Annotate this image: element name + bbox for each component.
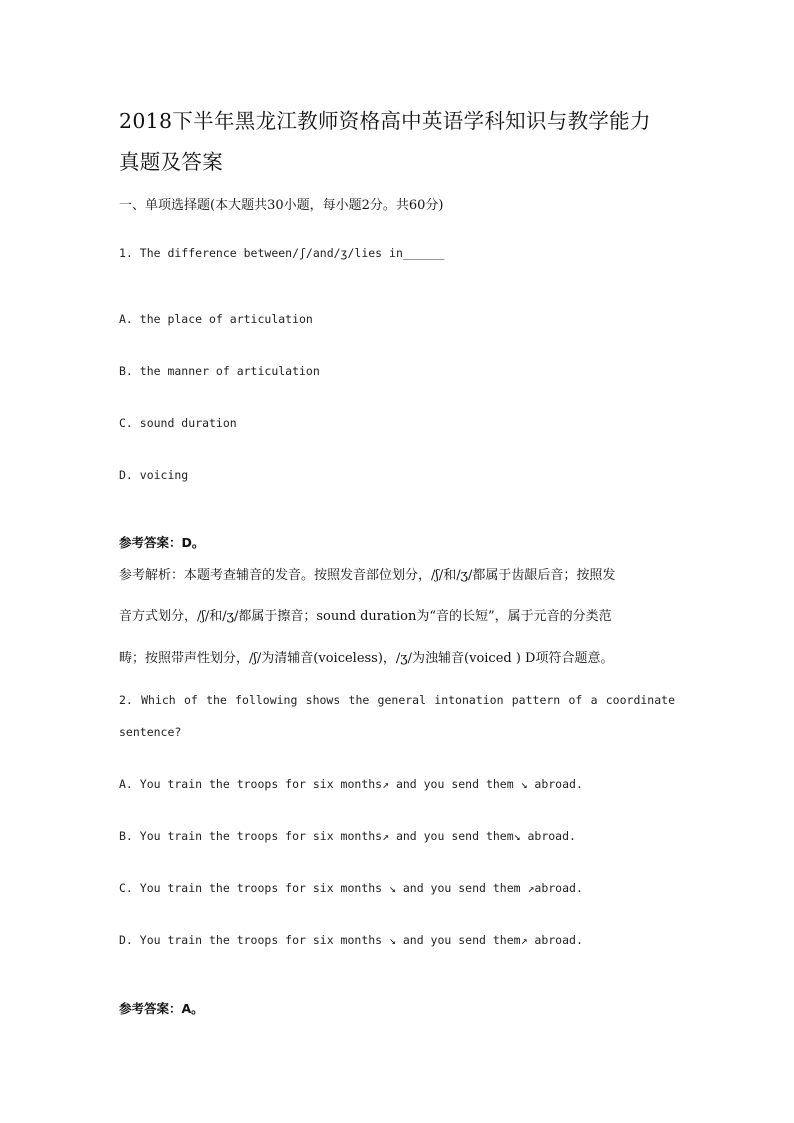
document-title-line-2: 真题及答案 <box>119 150 223 174</box>
question-stem: 1. The difference between/ʃ/and/ʒ/lies in______ <box>119 246 445 260</box>
option-d: D. voicing <box>119 468 189 482</box>
question-stem: 2. Which of the following shows the general intonation pattern of a coordinate sentence? <box>119 693 675 739</box>
option-c: C. You train the troops for six months ↘ and you send them ↗abroad. <box>119 881 583 895</box>
option-b: B. the manner of articulation <box>119 364 320 378</box>
analysis-line-1: 参考解析：本题考查辅音的发音。按照发音部位划分，/ʃ/和/ʒ/都属于齿龈后音；按照发 <box>119 568 616 583</box>
option-d: D. You train the troops for six months ↘ and you send them↗ abroad. <box>119 933 583 947</box>
analysis-line-3: 畴；按照带声性划分，/ʃ/为清辅音(voiceless)，/ʒ/为浊辅音(voiced ) D项符合题意。 <box>119 651 614 666</box>
option-b: B. You train the troops for six months↗ and you send them↘ abroad. <box>119 829 576 843</box>
answer-label: 参考答案：A。 <box>119 1001 204 1016</box>
analysis-line-2: 音方式划分，/ʃ/和/ʒ/都属于擦音；sound duration为“音的长短”，属于元音的分类范 <box>119 609 612 624</box>
answer-label: 参考答案：D。 <box>119 535 205 550</box>
document-title-line-1: 2018下半年黑龙江教师资格高中英语学科知识与教学能力 <box>119 109 651 133</box>
option-a: A. You train the troops for six months↗ and you send them ↘ abroad. <box>119 777 583 791</box>
option-a: A. the place of articulation <box>119 312 313 326</box>
section-heading: 一、单项选择题(本大题共30小题，每小题2分。共60分) <box>119 198 444 213</box>
option-c: C. sound duration <box>119 416 237 430</box>
